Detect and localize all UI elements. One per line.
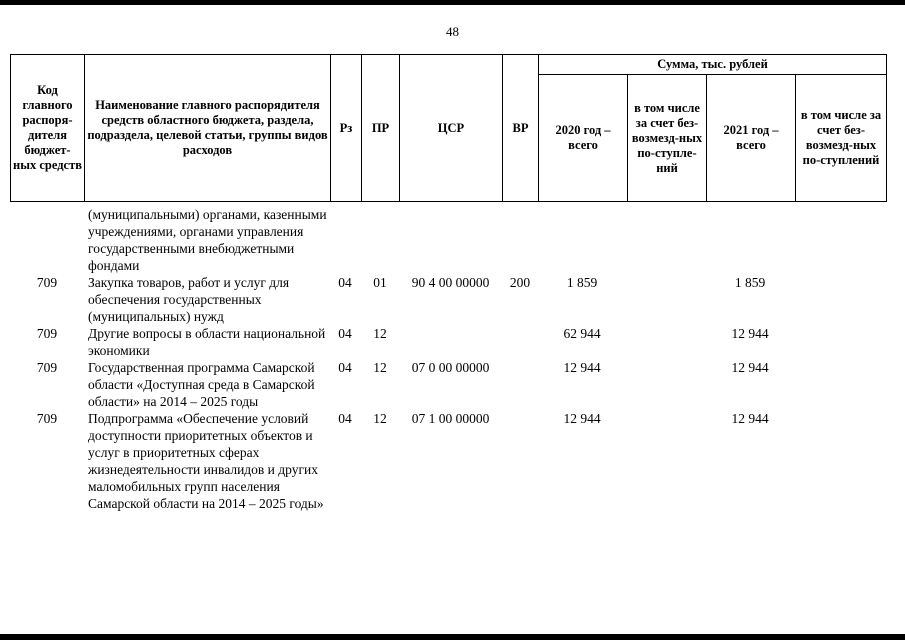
- cell-sum-2020: 62 944: [563, 326, 601, 341]
- table-row: [10, 274, 886, 325]
- cell-code: 709: [36, 326, 58, 341]
- cell-name: (муниципальными) органами, казенными учреждениями, органами управления государственными внебюджетными фондами: [88, 207, 327, 273]
- col-header-vr: ВР: [503, 55, 539, 202]
- cell-rz: 04: [338, 411, 352, 426]
- cell-name: Подпрограмма «Обеспечение условий доступности приоритетных объектов и услуг в приоритетных сферах жизнедеятельности инвалидов и других маломобильных групп населения Самарской области на 2014 – 2025 годы»: [88, 411, 324, 511]
- page-number: 48: [446, 24, 459, 39]
- cell-csr: 07 0 00 00000: [411, 360, 490, 375]
- table-row: [10, 410, 886, 512]
- cell-sum-2021: 1 859: [734, 275, 766, 290]
- cell-code: 709: [36, 275, 58, 290]
- cell-name: Закупка товаров, работ и услуг для обеспечения государственных (муниципальных) нужд: [88, 275, 290, 324]
- cell-pr: 12: [373, 411, 387, 426]
- cell-sum-2021: 12 944: [731, 411, 769, 426]
- table-row: [10, 359, 886, 410]
- cell-pr: 12: [373, 326, 387, 341]
- col-header-2021-free: в том числе за счет без-возмезд-ных по-ступлений: [796, 75, 887, 202]
- col-header-2021: 2021 год – всего: [707, 75, 796, 202]
- col-header-2020: 2020 год – всего: [539, 75, 628, 202]
- col-header-rz: Рз: [331, 55, 362, 202]
- col-header-2020-free: в том числе за счет без-возмезд-ных по-ступле-ний: [628, 75, 707, 202]
- cell-code: 709: [36, 411, 58, 426]
- cell-name: Государственная программа Самарской области «Доступная среда в Самарской области» на 2014 – 2025 годы: [88, 360, 315, 409]
- cell-pr: 01: [373, 275, 387, 290]
- cell-sum-2021: 12 944: [731, 360, 769, 375]
- cell-code: 709: [36, 360, 58, 375]
- bottom-rule: [0, 634, 905, 640]
- cell-pr: 12: [373, 360, 387, 375]
- col-header-csr: ЦСР: [400, 55, 503, 202]
- cell-rz: 04: [338, 275, 352, 290]
- col-header-code: Код главного распоря-дителя бюджет-ных средств: [11, 55, 85, 202]
- table-row: [10, 206, 886, 274]
- table-body: [10, 206, 886, 512]
- cell-name: Другие вопросы в области национальной экономики: [88, 326, 326, 358]
- cell-rz: 04: [338, 360, 352, 375]
- cell-rz: 04: [338, 326, 352, 341]
- cell-sum-2021: 12 944: [731, 326, 769, 341]
- table-row: [10, 325, 886, 359]
- cell-sum-2020: 12 944: [563, 360, 601, 375]
- col-header-name: Наименование главного распорядителя средств областного бюджета, раздела, подраздела, целевой статьи, группы видов расходов: [85, 55, 331, 202]
- top-rule: [0, 0, 905, 5]
- cell-csr: 07 1 00 00000: [411, 411, 490, 426]
- col-header-sum-group: Сумма, тыс. рублей: [539, 55, 887, 75]
- cell-sum-2020: 1 859: [566, 275, 598, 290]
- col-header-pr: ПР: [362, 55, 400, 202]
- cell-vr: 200: [509, 275, 531, 290]
- cell-csr: 90 4 00 00000: [411, 275, 490, 290]
- table-header: [10, 54, 887, 202]
- cell-sum-2020: 12 944: [563, 411, 601, 426]
